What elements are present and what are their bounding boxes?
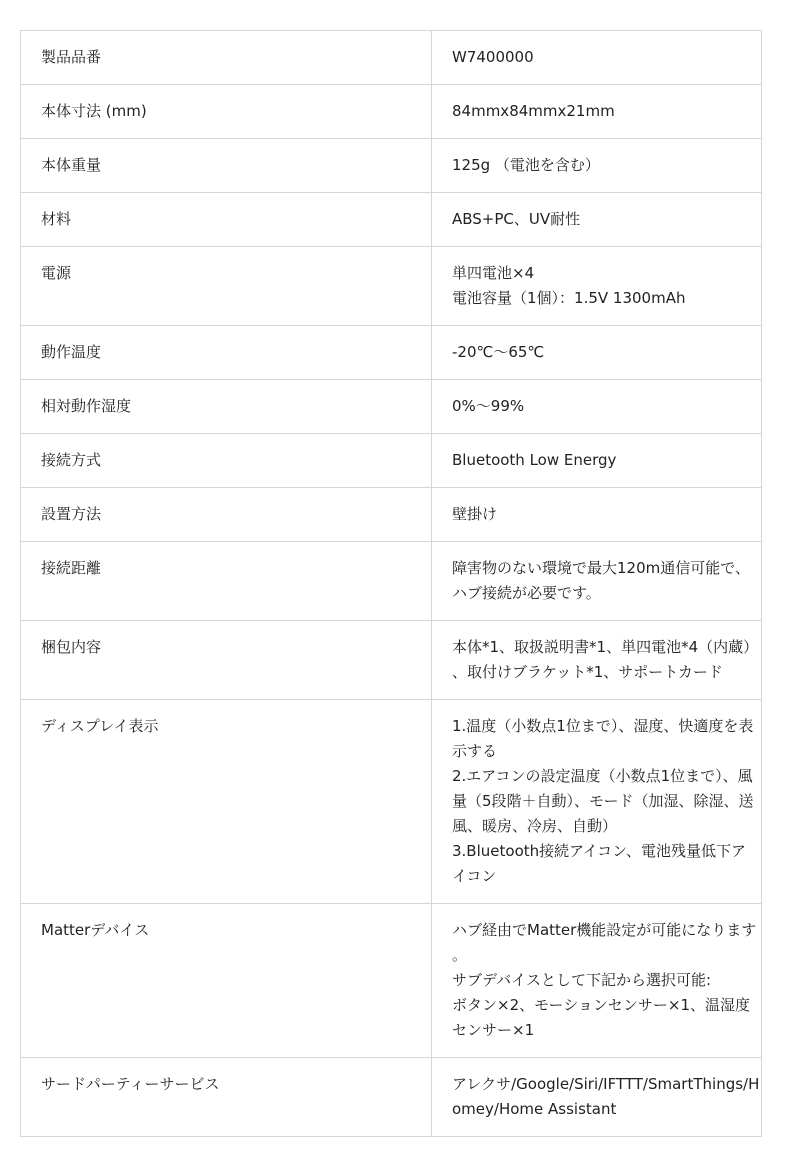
spec-value-line: ABS+PC、UV耐性	[452, 210, 581, 228]
spec-value	[432, 247, 762, 326]
spec-value-line: ハブ経由でMatter機能設定が可能になります	[452, 921, 757, 939]
spec-value-line: サブデバイスとして下記から選択可能:	[452, 971, 712, 989]
spec-value-line: omey/Home Assistant	[452, 1100, 617, 1118]
spec-value-line: 量（5段階＋自動）、モード（加湿、除湿、送	[452, 792, 754, 810]
spec-value-line: 2.エアコンの設定温度（小数点1位まで）、風	[452, 767, 753, 785]
spec-value-line: 示する	[452, 742, 498, 760]
spec-row	[21, 621, 762, 700]
spec-value	[432, 326, 762, 380]
spec-value	[432, 542, 762, 621]
spec-label: 梱包内容	[21, 621, 432, 700]
spec-value	[432, 434, 762, 488]
spec-row	[21, 542, 762, 621]
spec-table-body	[21, 31, 762, 1137]
spec-label: 動作温度	[21, 326, 432, 380]
spec-value-line: 壁掛け	[452, 505, 498, 523]
spec-value-line: 0%〜99%	[452, 397, 525, 415]
spec-table	[20, 30, 762, 1137]
spec-label: 製品品番	[21, 31, 432, 85]
spec-label: 接続方式	[21, 434, 432, 488]
spec-row	[21, 380, 762, 434]
spec-value-line: 障害物のない環境で最大120m通信可能で、	[452, 559, 750, 577]
spec-label: 本体重量	[21, 139, 432, 193]
spec-value-line: ハブ接続が必要です。	[452, 584, 601, 602]
spec-row	[21, 434, 762, 488]
spec-value-line: 125g （電池を含む）	[452, 156, 600, 174]
spec-label: 本体寸法 (mm)	[21, 85, 432, 139]
spec-row	[21, 1058, 762, 1137]
spec-row	[21, 326, 762, 380]
spec-label: Matterデバイス	[21, 904, 432, 1058]
spec-label: 接続距離	[21, 542, 432, 621]
spec-value	[432, 488, 762, 542]
spec-value-line: 84mmx84mmx21mm	[452, 102, 615, 120]
spec-row	[21, 85, 762, 139]
spec-label: ディスプレイ表示	[21, 700, 432, 904]
spec-value-line: 。	[452, 946, 468, 964]
spec-value-line: W7400000	[452, 48, 534, 66]
spec-label: サードパーティーサービス	[21, 1058, 432, 1137]
spec-value-line: -20℃〜65℃	[452, 343, 545, 361]
spec-value	[432, 621, 762, 700]
spec-value-line: イコン	[452, 867, 497, 885]
spec-value-line: 風、暖房、冷房、自動）	[452, 817, 618, 835]
spec-value	[432, 85, 762, 139]
spec-value-line: 3.Bluetooth接続アイコン、電池残量低下ア	[452, 842, 746, 860]
spec-value-line: アレクサ/Google/Siri/IFTTT/SmartThings/H	[452, 1075, 760, 1093]
spec-value	[432, 31, 762, 85]
spec-row	[21, 904, 762, 1058]
spec-value	[432, 380, 762, 434]
spec-value	[432, 700, 762, 904]
spec-label: 相対動作湿度	[21, 380, 432, 434]
spec-value-line: 、取付けブラケット*1、サポートカード	[452, 663, 723, 681]
spec-value-line: Bluetooth Low Energy	[452, 451, 617, 469]
spec-row	[21, 139, 762, 193]
spec-value-line: 電池容量（1個）：1.5V 1300mAh	[452, 289, 686, 307]
spec-row	[21, 193, 762, 247]
spec-value-line: 1.温度（小数点1位まで）、湿度、快適度を表	[452, 717, 754, 735]
spec-row	[21, 247, 762, 326]
spec-row	[21, 31, 762, 85]
spec-value-line: 本体*1、取扱説明書*1、単四電池*4（内蔵）	[452, 638, 759, 656]
spec-value	[432, 904, 762, 1058]
spec-label: 電源	[21, 247, 432, 326]
spec-label: 設置方法	[21, 488, 432, 542]
spec-value-line: 単四電池×4	[452, 264, 535, 282]
spec-row	[21, 700, 762, 904]
spec-value	[432, 139, 762, 193]
spec-value-line: ボタン×2、モーションセンサー×1、温湿度	[452, 996, 751, 1014]
spec-row	[21, 488, 762, 542]
spec-value	[432, 1058, 762, 1137]
spec-value	[432, 193, 762, 247]
spec-label: 材料	[21, 193, 432, 247]
spec-value-line: センサー×1	[452, 1021, 535, 1039]
